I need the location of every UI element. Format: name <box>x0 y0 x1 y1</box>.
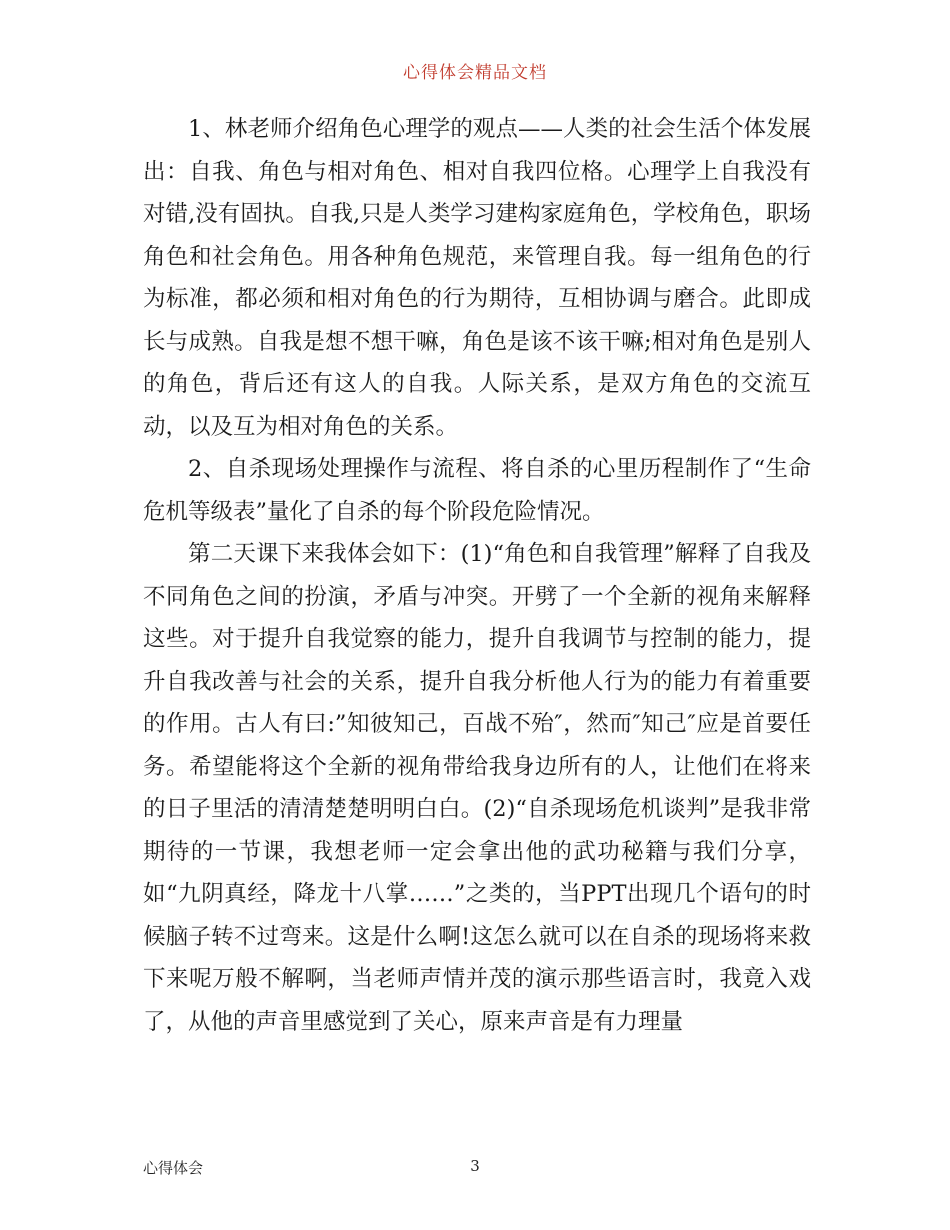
paragraph-1: 1、林老师介绍角色心理学的观点——人类的社会生活个体发展出：自我、角色与相对角色、相对自我四位格。心理学上自我没有对错,没有固执。自我,只是人类学习建构家庭角色，学校角色，职场角色和社会角色。用各种角色规范，来管理自我。每一组角色的行为标准，都必须和相对角色的行为期待，互相协调与磨合。此即成长与成熟。自我是想不想干嘛，角色是该不该干嘛;相对角色是别人的角色，背后还有这人的自我。人际关系，是双方角色的交流互动，以及互为相对角色的关系。 <box>143 116 811 440</box>
page-number: 3 <box>470 1157 480 1175</box>
paragraph-3: 第二天课下来我体会如下：(1)“角色和自我管理”解释了自我及不同角色之间的扮演，矛盾与冲突。开劈了一个全新的视角来解释这些。对于提升自我觉察的能力，提升自我调节与控制的能力，提升自我改善与社会的关系，提升自我分析他人行为的能力有着重要的作用。古人有曰:”知彼知己，百战不殆″，然而″知己″应是首要任务。希望能将这个全新的视角带给我身边所有的人，让他们在将来的日子里活的清清楚楚明明白白。(2)“自杀现场危机谈判”是我非常期待的一节课，我想老师一定会拿出他的武功秘籍与我们分享，如“九阴真经，降龙十八掌……”之类的，当PPT出现几个语句的时候脑子转不过弯来。这是什么啊!这怎么就可以在自杀的现场将来救下来呢万般不解啊，当老师声情并茂的演示那些语言时，我竟入戏了，从他的声音里感觉到了关心，原来声音是有力理量 <box>143 541 811 1035</box>
paragraph-2: 2、自杀现场处理操作与流程、将自杀的心里历程制作了“生命危机等级表”量化了自杀的每个阶段危险情况。 <box>143 456 811 525</box>
footer-label: 心得体会 <box>143 1159 204 1177</box>
page-header-title: 心得体会精品文档 <box>403 63 547 83</box>
document-body <box>143 108 811 1043</box>
